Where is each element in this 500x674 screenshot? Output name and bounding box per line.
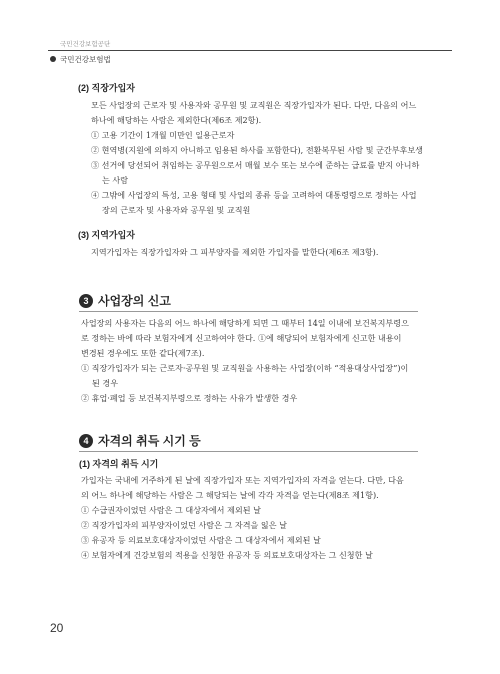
list-item: ④ 보험자에게 건강보험의 적용을 신청한 유공자 등 의료보호대상자는 그 신청한 날 (81, 550, 373, 560)
list-item-continuation: 된 경우 (92, 378, 119, 388)
paragraph-line: 지역가입자는 직장가입자와 그 피부양자를 제외한 가입자를 말한다(제6조 제3항). (91, 247, 379, 257)
paragraph-line: 하나에 해당하는 사람은 제외한다(제6조 제2항). (91, 115, 262, 125)
section-heading-3 (79, 292, 171, 309)
header-title: 국민건강보험법 (60, 55, 111, 64)
list-item: ③ 선거에 당선되어 취임하는 공무원으로서 매월 보수 또는 보수에 준하는 급료를 받지 아니하 (91, 160, 420, 170)
section-number-badge: 3 (79, 294, 93, 308)
section-title: 자격의 취득 시기 등 (98, 434, 201, 448)
list-item: ③ 유공자 등 의료보호대상자이었던 사람은 그 대상자에서 제외된 날 (81, 535, 321, 545)
list-item: ④ 그밖에 사업장의 특성, 고용 형태 및 사업의 종류 등을 고려하여 대통령령으로 정하는 사업 (91, 190, 417, 200)
list-item: ② 직장가입자의 피부양자이었던 사람은 그 자격을 잃은 날 (81, 520, 287, 530)
list-item: ① 고용 기간이 1개월 미만인 일용근로자 (91, 130, 235, 140)
list-item: ② 현역병(지원에 의하지 아니하고 임용된 하사를 포함한다), 전환복무된 사람 및 군간부후보생 (91, 145, 423, 155)
subsection-heading-regional-subscriber: (3) 지역가입자 (78, 230, 135, 240)
paragraph-line: 가입자는 국내에 거주하게 된 날에 직장가입자 또는 지역가입자의 자격을 얻는다. 다만, 다음 (81, 475, 404, 485)
section-divider (79, 311, 418, 312)
page-number: 20 (50, 621, 64, 635)
paragraph-line: 모든 사업장의 근로자 및 사용자와 공무원 및 교직원은 직장가입자가 된다. 다만, 다음의 어느 (91, 100, 417, 110)
list-item-continuation: 는 사람 (102, 175, 129, 185)
section-divider (79, 451, 418, 452)
section-title: 사업장의 신고 (98, 294, 171, 308)
header-rule (48, 50, 452, 51)
list-item: ① 직장가입자가 되는 근로자·공무원 및 교직원을 사용하는 사업장(이하 “적용대상사업장”)이 (81, 363, 409, 373)
subsection-heading-acquisition-time: (1) 자격의 취득 시기 (79, 459, 159, 469)
header-org-label: 국민건강보험공단 (60, 41, 111, 48)
list-item-continuation: 장의 근로자 및 사용자와 공무원 및 교직원 (102, 205, 251, 215)
paragraph-line: 로 정하는 바에 따라 보험자에게 신고하여야 한다. ①에 해당되어 보험자에게 신고한 내용이 (81, 333, 402, 343)
section-number-badge: 4 (79, 434, 93, 448)
paragraph-line: 사업장의 사용자는 다음의 어느 하나에 해당하게 되면 그 때부터 14일 이내에 보건복지부령으 (81, 318, 409, 328)
list-item: ② 휴업·폐업 등 보건복지부령으로 정하는 사유가 발생한 경우 (81, 393, 298, 403)
bullet-icon (50, 56, 56, 62)
subsection-heading-employee-subscriber: (2) 직장가입자 (78, 83, 135, 93)
paragraph-line: 변경된 경우에도 또한 같다(제7조). (81, 348, 205, 358)
paragraph-line: 의 어느 하나에 해당하는 사람은 그 해당되는 날에 각각 자격을 얻는다(제8조 제1항). (81, 490, 379, 500)
section-heading-4 (79, 432, 201, 449)
list-item: ① 수급권자이었던 사람은 그 대상자에서 제외된 날 (81, 505, 261, 515)
